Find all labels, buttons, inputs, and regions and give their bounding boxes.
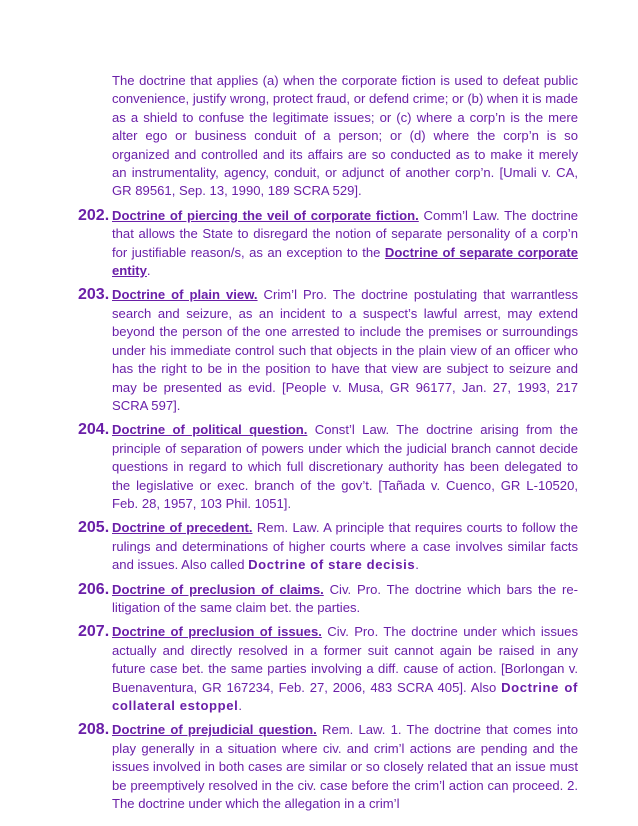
entry-204 (78, 421, 578, 513)
entry-tail: . (238, 698, 243, 713)
entry-text (112, 286, 578, 415)
entry-text (112, 721, 578, 813)
entry-term: Doctrine of preclusion of claims. (112, 581, 324, 597)
entry-tail: . (415, 557, 419, 573)
entry-203 (78, 286, 578, 415)
entry-number: 204. (78, 421, 110, 439)
entry-body: Rem. Law. 1. The doctrine that comes into play generally in a situation where civ. and crim’l actions are pending and the issues involved in both cases are similar or so closely related that an issue must be preemptively resolved in the civ. case before the crim’l action can proceed. 2. The doctrine under which the allegation in a crim’l (112, 722, 578, 812)
entry-number: 202. (78, 206, 110, 224)
entry-body: Const’l Law. The doctrine arising from the principle of separation of powers under which the judicial branch cannot decide questions in regard to which full discretionary authority has been delegated to the legislative or exec. branch of the gov’t. [Tañada v. Cuenco, GR L-10520, Feb. 28, 1957, 103 Phil. 1051]. (112, 422, 578, 511)
entry-tail: . (146, 263, 151, 279)
entry-text (112, 519, 578, 574)
entry-number: 206. (78, 580, 110, 598)
entry-206 (78, 581, 578, 618)
cross-reference: Doctrine of collateral estoppel (112, 679, 578, 713)
entry-number: 207. (78, 623, 110, 641)
entry-body: Comm’l Law. The doctrine that allows the State to disregard the notion of separate personality of a corp’n for justifiable reason/s, as an exception to the (112, 207, 579, 260)
entry-205 (78, 519, 578, 574)
entry-text (112, 581, 578, 618)
entry-text (112, 207, 578, 281)
cross-reference: Doctrine of stare decisis (248, 557, 416, 573)
entry-body: Civ. Pro. The doctrine which bars the re-litigation of the same claim bet. the parties. (112, 581, 578, 615)
entry-text (112, 623, 578, 715)
entry-term: Doctrine of plain view. (112, 287, 258, 303)
entry-207 (78, 623, 578, 715)
entry-term: Doctrine of prejudicial question. (112, 722, 317, 738)
entry-202 (78, 207, 578, 281)
entry-number: 208. (78, 721, 110, 739)
entry-number: 205. (78, 519, 110, 537)
entry-term: Doctrine of precedent. (112, 520, 253, 536)
entry-body: Crim’l Pro. The doctrine postulating that warrantless search and seizure, as an incident to a suspect’s lawful arrest, may extend beyond the person of the one arrested to include the premises or surroundings under his immediate control such that objects in the plain view of an officer who has the right to be in the position to have that view are subject to seizure and may be presented as evid. [People v. Musa, GR 96177, Jan. 27, 1993, 217 SCRA 597]. (112, 287, 578, 413)
entry-number: 203. (78, 286, 110, 304)
entry-text (112, 421, 578, 513)
entry-term: Doctrine of political question. (112, 422, 308, 438)
entry-term: Doctrine of preclusion of issues. (112, 624, 322, 640)
cross-reference: Doctrine of separate corporate entity (112, 244, 579, 279)
intro-paragraph: The doctrine that applies (a) when the corporate fiction is used to defeat public convenience, justify wrong, protect fraud, or defend crime; or (b) when it is made as a shield to confuse the legitimate issues; or (c) where a corp’n is the mere alter ego or business conduit of a person; or (d) where the corp’n is so organized and controlled and its affairs are so conducted as to make it merely an instrumentality, agency, conduit, or adjunct of another corp’n. [Umali v. CA, GR 89561, Sep. 13, 1990, 189 SCRA 529]. (112, 73, 578, 199)
entry-body: Civ. Pro. The doctrine under which issues actually and directly resolved in a former suit cannot again be raised in any future case bet. the same parties involving a diff. cause of action. [Borlongan v. Buenaventura, GR 167234, Feb. 27, 2006, 483 SCRA 405]. Also (112, 624, 578, 695)
entry-body: Rem. Law. A principle that requires courts to follow the rulings and determinations of higher courts where a case involves similar facts and issues. Also called (112, 520, 579, 573)
entry-term: Doctrine of piercing the veil of corporate fiction. (112, 207, 419, 223)
entry-208 (78, 721, 578, 813)
